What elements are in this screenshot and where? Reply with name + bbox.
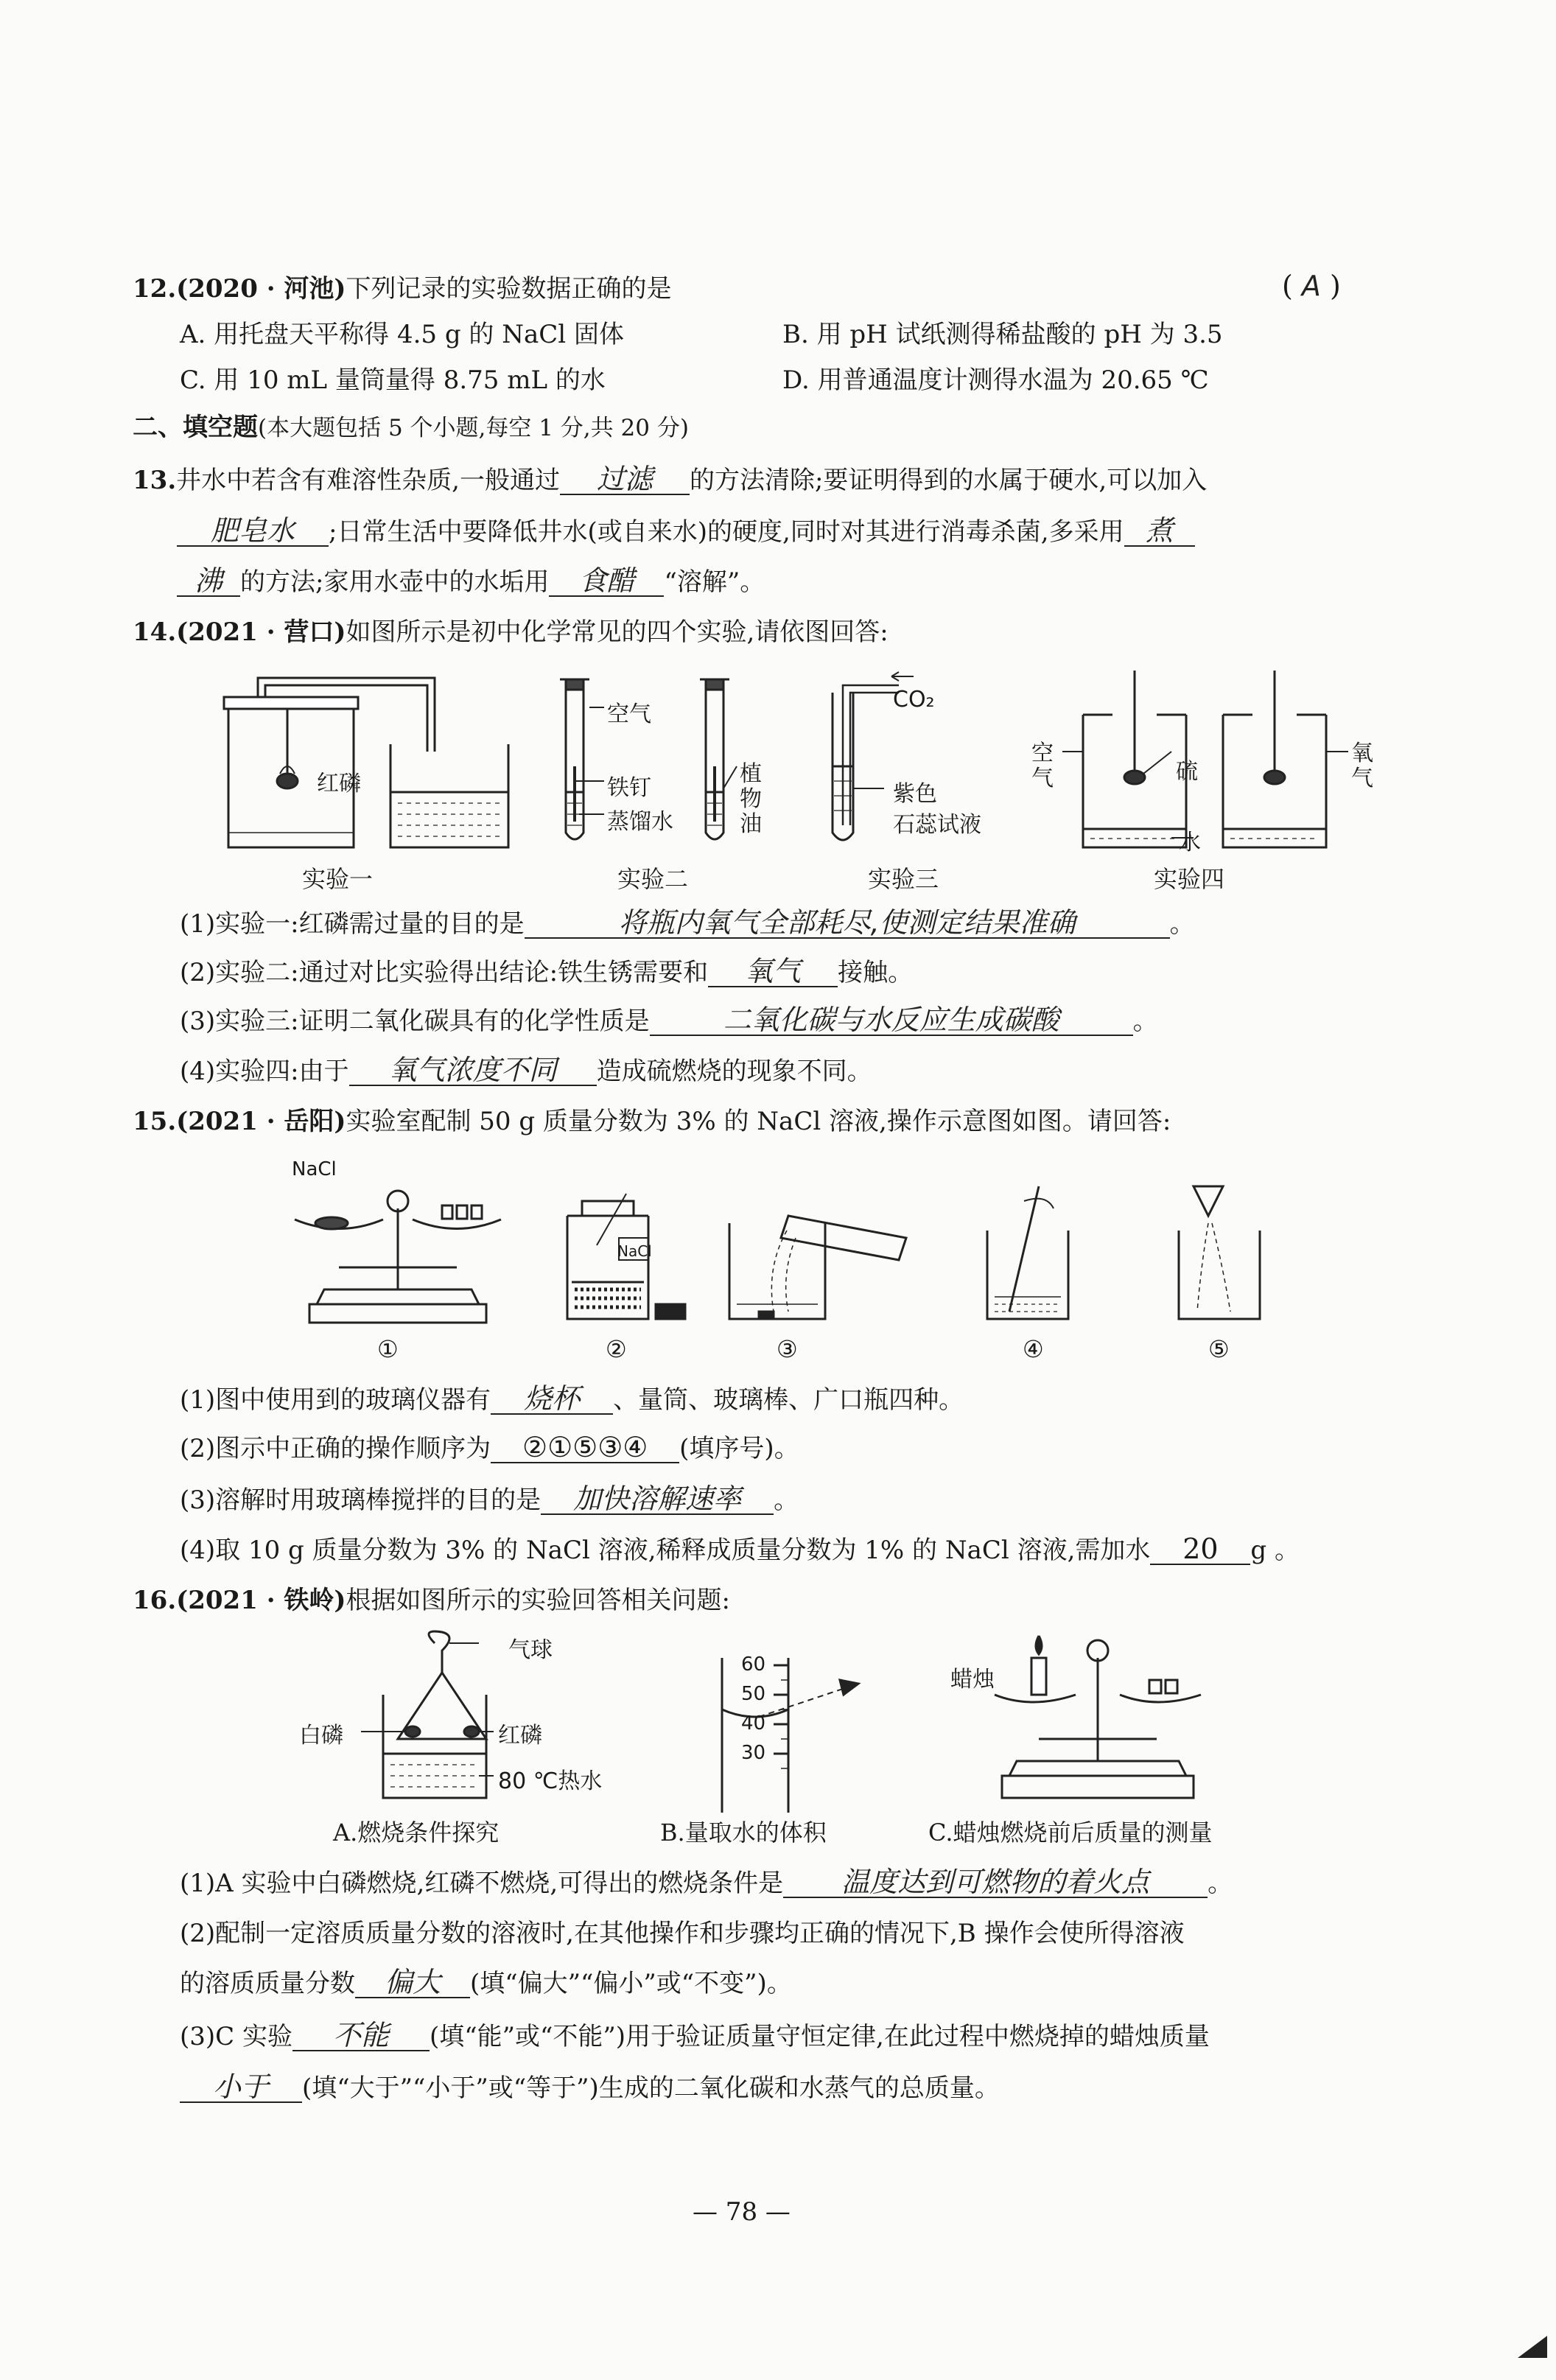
q14-stem <box>133 616 889 648</box>
exp4-water-label: 水 <box>1179 830 1201 855</box>
q12-answer: ( A ) <box>1282 270 1341 302</box>
q15-caption-4: ④ <box>1023 1335 1044 1363</box>
q13-line1 <box>133 464 1207 497</box>
q15-sub1-question: (1)图中使用到的玻璃仪器有 <box>180 1385 491 1415</box>
q16-candle-label: 蜡烛 <box>950 1667 995 1693</box>
q14-number: 14. <box>133 617 177 647</box>
q12-stem-text: 下列记录的实验数据正确的是 <box>346 274 672 304</box>
q15-caption-3: ③ <box>777 1335 798 1363</box>
q15-figure-5-funnel <box>1171 1179 1275 1326</box>
q16-sub3-line2 <box>180 2072 1000 2104</box>
q14-source: (2021 · 营口) <box>176 617 346 647</box>
q16-sub3-question-3: (填“大于”“小于”或“等于”)生成的二氧化碳和水蒸气的总质量。 <box>302 2073 1000 2103</box>
q15-sub3-end: 。 <box>774 1485 799 1515</box>
q15-sub3 <box>180 1484 799 1516</box>
q14-sub2-end: 接触。 <box>838 958 914 987</box>
exp1-red-phosphorus-label: 红磷 <box>317 771 361 797</box>
q15-stem <box>133 1105 1171 1138</box>
q16-tick-40: 40 <box>741 1712 766 1735</box>
q15-number: 15. <box>133 1107 177 1136</box>
q12-option-c: C. 用 10 mL 量筒量得 8.75 mL 的水 <box>180 365 606 395</box>
q15-sub1 <box>180 1384 964 1416</box>
q16-number: 16. <box>133 1586 177 1615</box>
q12-stem <box>133 273 671 305</box>
q12-option-d: D. 用普通温度计测得水温为 20.65 ℃ <box>782 365 1209 395</box>
exp4-oxygen-label: 氧气 <box>1351 741 1373 791</box>
q12-number: 12. <box>133 274 177 304</box>
q16-red-phosphorus-label: 红磷 <box>498 1723 542 1749</box>
q14-sub2 <box>180 956 913 989</box>
q14-sub3 <box>180 1005 1158 1037</box>
q15-caption-1: ① <box>377 1335 399 1363</box>
exp2-vegetable-oil-label: 植物油 <box>740 761 762 837</box>
q16-source: (2021 · 铁岭) <box>176 1586 346 1615</box>
q16-sub3-answer-2: 小于 <box>180 2072 302 2103</box>
section-heading <box>133 411 689 444</box>
q16-sub1-end: 。 <box>1208 1869 1233 1898</box>
exp3-litmus-label-1: 紫色 <box>893 781 937 807</box>
exp4-figure <box>1061 663 1370 855</box>
q16-sub2-answer: 偏大 <box>355 1967 470 1998</box>
q13-answer-2: 肥皂水 <box>177 516 329 547</box>
q16-white-phosphorus-label: 白磷 <box>299 1723 343 1749</box>
q13-text-5: “溶解”。 <box>664 567 765 597</box>
q15-figure-3-pour <box>722 1179 914 1326</box>
q15-figure-1-balance <box>280 1179 516 1326</box>
q15-sub3-answer: 加快溶解速率 <box>541 1484 774 1515</box>
q13-answer-3a: 煮 <box>1124 516 1195 547</box>
q15-sub2-end: (填序号)。 <box>679 1434 799 1463</box>
exp4-sulfur-label: 硫 <box>1176 759 1198 785</box>
q16-hot-water-label: 80 ℃热水 <box>498 1768 603 1794</box>
q16-stem-text: 根据如图所示的实验回答相关问题: <box>346 1586 730 1615</box>
q12-option-b: B. 用 pH 试纸测得稀盐酸的 pH 为 3.5 <box>782 320 1223 349</box>
q15-caption-5: ⑤ <box>1208 1335 1230 1363</box>
exp1-figure <box>214 663 538 855</box>
q12-option-a: A. 用托盘天平称得 4.5 g 的 NaCl 固体 <box>180 320 624 349</box>
q16-sub2-end: (填“偏大”“偏小”或“不变”)。 <box>470 1969 792 1998</box>
q16-sub2-question-2: 的溶质质量分数 <box>180 1969 355 1998</box>
exp3-co2-label: CO₂ <box>893 687 935 713</box>
q14-sub3-question: (3)实验三:证明二氧化碳具有的化学性质是 <box>180 1007 650 1036</box>
q16-figure-b <box>715 1651 869 1813</box>
q13-line3 <box>177 566 765 598</box>
exp4-air-label: 空气 <box>1031 741 1054 791</box>
q16-sub2-line2 <box>180 1967 792 2000</box>
q14-sub3-end: 。 <box>1132 1007 1158 1036</box>
q16-sub3-line1 <box>180 2020 1210 2053</box>
q16-sub1-question: (1)A 实验中白磷燃烧,红磷不燃烧,可得出的燃烧条件是 <box>180 1869 784 1898</box>
exp1-caption: 实验一 <box>302 865 374 893</box>
q16-caption-c: C.蜡烛燃烧前后质量的测量 <box>928 1819 1213 1847</box>
q14-sub2-question: (2)实验二:通过对比实验得出结论:铁生锈需要和 <box>180 958 709 987</box>
q16-tick-30: 30 <box>741 1742 766 1764</box>
q16-sub2-question-1: (2)配制一定溶质质量分数的溶液时,在其他操作和步骤均正确的情况下,B 操作会使所得溶液 <box>180 1919 1185 1948</box>
corner-triangle-mark <box>1518 2336 1547 2358</box>
q15-sub1-answer: 烧杯 <box>491 1384 613 1415</box>
q13-line2 <box>177 516 1195 548</box>
q14-sub1-end: 。 <box>1169 909 1195 939</box>
q15-sub4-answer: 20 <box>1150 1534 1250 1565</box>
q16-tick-60: 60 <box>741 1653 766 1676</box>
q15-sub2 <box>180 1432 799 1465</box>
q16-tick-50: 50 <box>741 1683 766 1705</box>
q14-sub4-question: (4)实验四:由于 <box>180 1057 349 1086</box>
q15-sub4-question: (4)取 10 g 质量分数为 3% 的 NaCl 溶液,稀释成质量分数为 1% 的 NaCl 溶液,需加水 <box>180 1536 1151 1565</box>
q16-figure-a <box>376 1628 508 1805</box>
exp3-litmus-label-2: 石蕊试液 <box>893 812 981 838</box>
exp2-caption: 实验二 <box>617 865 689 893</box>
q12-source: (2020 · 河池) <box>176 274 346 304</box>
exp2-iron-nail-label: 铁钉 <box>607 775 651 801</box>
q15-source: (2021 · 岳阳) <box>176 1107 346 1136</box>
q14-sub1 <box>180 908 1195 940</box>
q16-balloon-label: 气球 <box>508 1637 553 1663</box>
q16-caption-a: A.燃烧条件探究 <box>333 1819 500 1847</box>
page-number: — 78 — <box>693 2197 791 2227</box>
exp3-caption: 实验三 <box>868 865 939 893</box>
q15-stem-text: 实验室配制 50 g 质量分数为 3% 的 NaCl 溶液,操作示意图如图。请回答: <box>346 1107 1171 1136</box>
exp2-distilled-water-label: 蒸馏水 <box>607 809 673 835</box>
q13-text-2: 的方法清除;要证明得到的水属于硬水,可以加入 <box>689 466 1208 495</box>
q14-sub4 <box>180 1055 872 1088</box>
q13-answer-3b: 沸 <box>177 566 240 597</box>
q15-sub4 <box>180 1534 1300 1567</box>
q13-text-1: 井水中若含有难溶性杂质,一般通过 <box>176 466 560 495</box>
q15-sub1-end: 、量筒、玻璃棒、广口瓶四种。 <box>613 1385 964 1415</box>
section-note: (本大题包括 5 个小题,每空 1 分,共 20 分) <box>258 415 689 441</box>
section-title: 二、填空题 <box>133 413 258 442</box>
q13-answer-4: 食醋 <box>549 566 664 597</box>
q15-nacl-label-1: NaCl <box>292 1158 337 1180</box>
q15-nacl-label-2: NaCl <box>617 1242 652 1260</box>
q13-number: 13. <box>133 466 177 495</box>
q16-caption-b: B.量取水的体积 <box>660 1819 827 1847</box>
q16-sub1 <box>180 1867 1233 1900</box>
q14-sub4-end: 造成硫燃烧的现象不同。 <box>596 1057 872 1086</box>
q14-sub1-question: (1)实验一:红磷需过量的目的是 <box>180 909 525 939</box>
q15-caption-2: ② <box>606 1335 627 1363</box>
q15-sub3-question: (3)溶解时用玻璃棒搅拌的目的是 <box>180 1485 542 1515</box>
exp4-caption: 实验四 <box>1154 865 1225 893</box>
q14-sub2-answer: 氧气 <box>708 956 838 987</box>
q16-sub3-answer-1: 不能 <box>292 2020 430 2051</box>
q15-sub4-end: g 。 <box>1250 1536 1300 1565</box>
q16-stem <box>133 1584 730 1617</box>
q15-figure-4-stir <box>972 1172 1090 1326</box>
q14-sub4-answer: 氧气浓度不同 <box>349 1055 597 1086</box>
q14-sub1-answer: 将瓶内氧气全部耗尽,使测定结果准确 <box>525 908 1170 939</box>
q16-figure-c <box>965 1628 1230 1805</box>
q13-text-4: 的方法;家用水壶中的水垢用 <box>240 567 550 597</box>
q15-sub2-question: (2)图示中正确的操作顺序为 <box>180 1434 491 1463</box>
q16-sub1-answer: 温度达到可燃物的着火点 <box>783 1867 1208 1898</box>
q16-sub3-question-2: (填“能”或“不能”)用于验证质量守恒定律,在此过程中燃烧掉的蜡烛质量 <box>429 2022 1210 2051</box>
q13-answer-1: 过滤 <box>560 464 690 495</box>
q14-sub3-answer: 二氧化碳与水反应生成碳酸 <box>650 1005 1133 1036</box>
q16-sub2-line1 <box>180 1917 1185 1950</box>
q13-text-3: ;日常生活中要降低井水(或自来水)的硬度,同时对其进行消毒杀菌,多采用 <box>329 517 1124 547</box>
q16-sub3-question-1: (3)C 实验 <box>180 2022 292 2051</box>
q15-sub2-answer: ②①⑤③④ <box>491 1432 679 1463</box>
q14-stem-text: 如图所示是初中化学常见的四个实验,请依图回答: <box>346 617 889 647</box>
exp2-air-label: 空气 <box>607 701 651 727</box>
q12-answer-value: A <box>1301 270 1321 302</box>
